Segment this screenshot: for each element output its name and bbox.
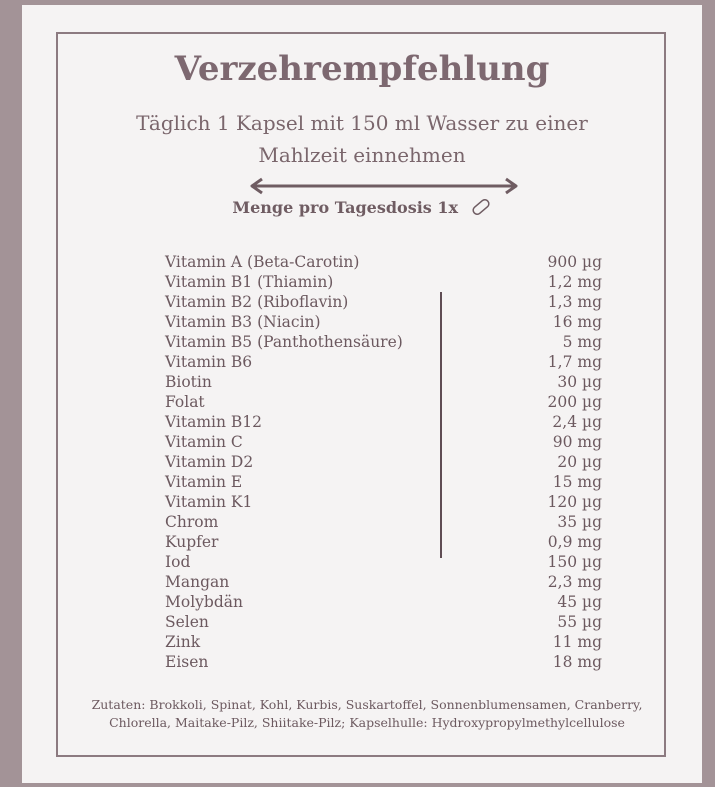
nutrient-row (165, 272, 602, 292)
nutrient-amount: 150 µg (547, 553, 602, 571)
nutrient-row (165, 532, 602, 552)
nutrient-name: Selen (165, 613, 209, 631)
nutrient-name: Vitamin E (165, 473, 243, 491)
nutrient-row (165, 612, 602, 632)
nutrient-row (165, 572, 602, 592)
nutrient-amount: 2,3 mg (547, 573, 602, 591)
nutrient-amount: 45 µg (557, 593, 602, 611)
nutrient-amount: 35 µg (557, 513, 602, 531)
nutrient-name: Iod (165, 553, 191, 571)
nutrient-name: Zink (165, 633, 201, 651)
nutrient-row (165, 252, 602, 272)
nutrient-name: Kupfer (165, 533, 219, 551)
nutrient-row (165, 392, 602, 412)
dose-label: Menge pro Tagesdosis 1x (232, 198, 459, 217)
label-sheet (22, 5, 702, 783)
nutrient-amount: 90 mg (552, 433, 602, 451)
nutrient-amount: 15 mg (552, 473, 602, 491)
nutrient-amount: 2,4 µg (552, 413, 602, 431)
nutrient-amount: 55 µg (557, 613, 602, 631)
nutrient-row (165, 412, 602, 432)
nutrient-amount: 30 µg (557, 373, 602, 391)
nutrient-name: Biotin (165, 373, 212, 391)
nutrient-name: Vitamin K1 (165, 493, 253, 511)
nutrient-amount: 200 µg (547, 393, 602, 411)
nutrient-name: Vitamin B3 (Niacin) (165, 313, 321, 331)
nutrient-amount: 900 µg (547, 253, 602, 271)
nutrient-row (165, 492, 602, 512)
nutrient-name: Folat (165, 393, 205, 411)
nutrient-amount: 5 mg (562, 333, 602, 351)
nutrient-name: Vitamin C (165, 433, 243, 451)
capsule-icon (470, 198, 492, 216)
nutrient-amount: 0,9 mg (547, 533, 602, 551)
nutrient-name: Vitamin B6 (165, 353, 253, 371)
nutrient-row (165, 452, 602, 472)
nutrient-name: Molybdän (165, 593, 243, 611)
ingredients-text: Zutaten: Brokkoli, Spinat, Kohl, Kurbis, Suskartoffel, Sonnenblumensamen, Cranberry, Chlorella, Maitake-Pilz, Shiitake-Pilz; Kapselhulle: Hydroxypropylmethylcellulose (91, 697, 643, 730)
nutrient-table (165, 252, 602, 672)
nutrient-amount: 1,2 mg (547, 273, 602, 291)
nutrient-amount: 18 mg (552, 653, 602, 671)
nutrient-name: Chrom (165, 513, 219, 531)
nutrient-amount: 1,7 mg (547, 353, 602, 371)
nutrient-name: Vitamin B5 (Panthothensäure) (165, 333, 403, 351)
nutrient-row (165, 512, 602, 532)
nutrient-row (165, 632, 602, 652)
nutrient-row (165, 472, 602, 492)
nutrient-row (165, 352, 602, 372)
nutrient-amount: 120 µg (547, 493, 602, 511)
nutrient-name: Vitamin B1 (Thiamin) (165, 273, 334, 291)
nutrient-amount: 20 µg (557, 453, 602, 471)
page-title: Verzehrempfehlung (174, 49, 550, 89)
nutrient-amount: 1,3 mg (547, 293, 602, 311)
nutrient-name: Vitamin B12 (165, 413, 263, 431)
nutrient-row (165, 292, 602, 312)
nutrient-row (165, 432, 602, 452)
divider-line (440, 292, 442, 558)
double-arrow-icon (248, 177, 520, 195)
nutrient-name: Mangan (165, 573, 230, 591)
nutrient-row (165, 592, 602, 612)
dosage-instruction: Täglich 1 Kapsel mit 150 ml Wasser zu einer Mahlzeit einnehmen (136, 111, 588, 167)
nutrient-amount: 11 mg (552, 633, 602, 651)
nutrient-row (165, 552, 602, 572)
nutrient-row (165, 332, 602, 352)
nutrient-name: Vitamin D2 (165, 453, 254, 471)
nutrient-name: Eisen (165, 653, 209, 671)
nutrient-name: Vitamin B2 (Riboflavin) (165, 293, 349, 311)
nutrient-row (165, 372, 602, 392)
nutrient-amount: 16 mg (552, 313, 602, 331)
nutrient-name: Vitamin A (Beta-Carotin) (165, 253, 360, 271)
nutrient-row (165, 312, 602, 332)
dose-heading (22, 198, 702, 217)
nutrient-row (165, 652, 602, 672)
